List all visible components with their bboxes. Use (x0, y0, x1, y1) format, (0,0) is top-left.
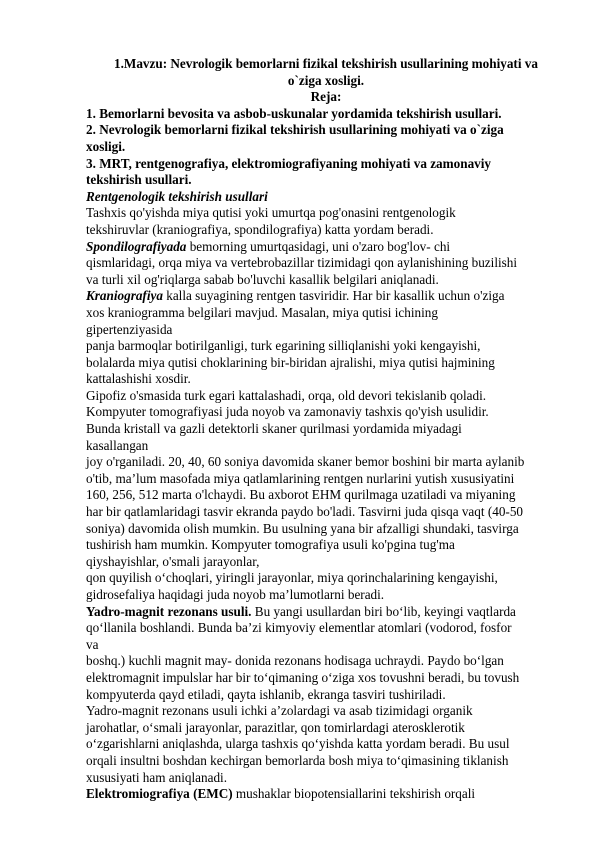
text-line: panja barmoqlar botirilganligi, turk egarining silliqlanishi yoki kengayishi, (86, 338, 481, 354)
text-line: Gipofiz o'smasida turk egari kattalashadi, orqa, old devori tekislanib qoladi. (86, 387, 487, 403)
text-line: qo‘llanila boshlandi. Bunda ba’zi kimyoviy elementlar atomlari (vodorod, fosfor (86, 620, 512, 636)
text-span: kalla suyagining rentgen tasviridir. Har bir kasallik uchun o'ziga (162, 288, 505, 304)
term-mrt: Yadro-magnit rezonans usuli. (86, 603, 252, 619)
term-spondilografiya: Spondilografiyada (86, 238, 187, 254)
text-line: kasallangan (86, 437, 149, 453)
plan-item: tekshirish usullari. (86, 172, 192, 188)
text-line: Bunda kristall va gazli detektorli skaner qurilmasi yordamida miyadagi (86, 421, 462, 437)
text-line: o'tib, ma’lum masofada miya qatlamlarining rentgen nurlarini yutish xususiyatini (86, 470, 515, 486)
text-span: Bu yangi usullardan biri bo‘lib, keyingi vaqtlarda (251, 603, 516, 619)
text-line: Kompyuter tomografiyasi juda noyob va zamonaviy tashxis qo'yish usulidir. (86, 404, 489, 420)
text-line: qiyshayishlar, o'smali jarayonlar, (86, 553, 260, 569)
text-line: xususiyati ham aniqlanadi. (86, 769, 228, 785)
document-title-cont: o`ziga xosligi. (287, 72, 365, 88)
text-line: o‘zgarishlarni aniqlashda, ularga tashxis qo‘yishda katta yordam beradi. Bu usul (86, 736, 510, 752)
text-line: gipertenziyasida (86, 321, 173, 337)
spondilografiya-paragraph (86, 239, 566, 256)
text-line: har bir qatlamlaridagi tasvir ekranda paydo bo'ladi. Tasvirni juda qisqa vaqt (40-50 (86, 504, 524, 520)
text-line: xos kraniogramma belgilari mavjud. Masalan, miya qutisi ichining (86, 304, 438, 320)
text-line: bolalarda miya qutisi choklarining bir-biridan ajralishi, miya qutisi hajmining (86, 354, 495, 370)
text-line: jarohatlar, o‘smali jarayonlar, parazitlar, qon tomirlardagi aterosklerotik (86, 719, 465, 735)
term-kraniografiya: Kraniografiya (86, 288, 163, 304)
plan-item: 2. Nevrologik bemorlarni fizikal tekshirish usullarining mohiyati va o`ziga (86, 122, 504, 138)
text-span: mushaklar biopotensiallarini tekshirish orqali (232, 786, 476, 802)
text-line: joy o'rganiladi. 20, 40, 60 soniya davomida skaner bemor boshini bir marta aylanib (86, 454, 525, 470)
text-line: boshq.) kuchli magnit may- donida rezonans hodisaga uchraydi. Paydo bo‘lgan (86, 653, 504, 669)
text-span: bemorning umurtqasidagi, uni o'zaro bog'lov- chi (186, 238, 451, 254)
text-line: qismlaridagi, orqa miya va vertebrobazillar tizimidagi qon aylanishining buzilishi (86, 255, 518, 271)
text-line: elektromagnit impulslar har bir to‘qimaning o‘ziga xos tovushni beradi, bu tovush (86, 669, 520, 685)
kraniografiya-paragraph (86, 288, 566, 305)
plan-item: xosligi. (86, 138, 126, 154)
plan-item: 1. Bemorlarni bevosita va asbob-uskunalar yordamida tekshirish usullari. (86, 105, 502, 121)
text-line: tekshiruvlar (kraniografiya, spondilografiya) katta yordam beradi. (86, 221, 434, 237)
text-line: Yadro-magnit rezonans usuli ichki a’zolardagi va asab tizimidagi organik (86, 703, 473, 719)
text-line: tushirish ham mumkin. Kompyuter tomografiya usuli ko'pgina tug'ma (86, 537, 455, 553)
section-heading-rentgen: Rentgenologik tekshirish usullari (86, 188, 268, 204)
text-line: qon quyilish o‘choqlari, yiringli jarayonlar, miya qorinchalarining kengayishi, (86, 570, 498, 586)
text-line: orqali insultni boshdan kechirgan bemorlarda bosh miya to‘qimasining tiklanish (86, 752, 509, 768)
text-line: kattalashishi xosdir. (86, 371, 191, 387)
text-line: 160, 256, 512 marta o'lchaydi. Bu axborot EHM qurilmaga uzatiladi va miyaning (86, 487, 516, 503)
term-emg: Elektromiografiya (EMC) (86, 786, 233, 802)
plan-heading: Reja: (310, 89, 342, 105)
emg-paragraph (86, 786, 566, 803)
text-line: gidrosefaliya haqidagi juda noyob ma’lumotlarni beradi. (86, 587, 385, 602)
plan-list (86, 106, 566, 189)
text-line: Tashxis qo'yishda miya qutisi yoki umurtqa pog'onasini rentgenologik (86, 205, 456, 221)
text-line: soniya) davomida olish mumkin. Bu usulning yana bir afzalligi shundaki, tasvirga (86, 520, 519, 536)
mrt-paragraph (86, 604, 566, 621)
text-line: va turli xil og'riqlarga sabab bo'luvchi kasallik belgilari aniqlanadi. (86, 271, 439, 287)
document-title: 1.Mavzu: Nevrologik bemorlarni fizikal tekshirish usullarining mohiyati va (114, 56, 538, 71)
text-line: va (86, 636, 99, 652)
document-page (86, 56, 566, 803)
plan-item: 3. MRT, rentgenografiya, elektromiografiyaning mohiyati va zamonaviy (86, 155, 492, 171)
text-line: kompyuterda qayd etiladi, qayta ishlanib, ekranga tasviri tushiriladi. (86, 686, 446, 702)
